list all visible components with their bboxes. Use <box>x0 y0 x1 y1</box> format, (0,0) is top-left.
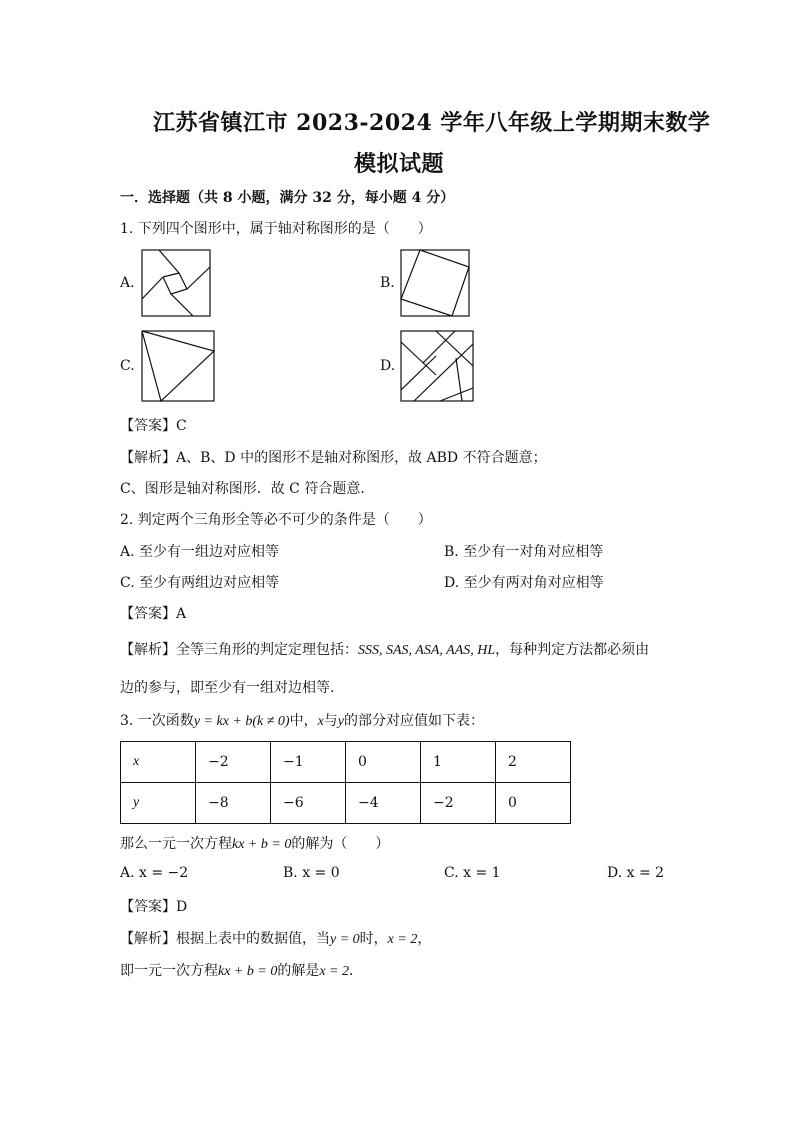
table-row <box>121 742 571 783</box>
q1-answer: 【答案】C <box>120 418 187 434</box>
q3-question <box>120 833 389 853</box>
q2-option-c: C. 至少有两组边对应相等 <box>120 575 280 591</box>
q3-analysis2-solution: x = 2 <box>319 964 349 979</box>
q2-option-b: B. 至少有一对角对应相等 <box>444 544 604 560</box>
q3-analysis-y0: y = 0 <box>330 932 360 947</box>
q2-option-a: A. 至少有一组边对应相等 <box>120 544 280 560</box>
q1-option-a-label: A. <box>120 275 135 291</box>
q3-question-prefix: 那么一元一次方程 <box>120 836 232 852</box>
q1-analysis-line2: C、图形是轴对称图形．故 C 符合题意． <box>120 481 375 497</box>
q3-stem-and: 与 <box>323 713 338 729</box>
q3-analysis-line2 <box>120 960 363 980</box>
q3-stem-mid: 中， <box>289 713 318 729</box>
table-cell: 2 <box>496 742 571 783</box>
q1-option-b-label: B. <box>380 275 395 291</box>
table-cell: 1 <box>421 742 496 783</box>
q1-figure-b <box>400 249 472 319</box>
table-cell: −4 <box>346 783 421 824</box>
q3-analysis-prefix: 【解析】根据上表中的数据值，当 <box>120 931 330 947</box>
table-row <box>121 783 571 824</box>
table-cell: 0 <box>496 783 571 824</box>
table-cell: −2 <box>196 742 271 783</box>
q2-answer: 【答案】A <box>120 606 187 622</box>
q2-analysis-line1 <box>120 639 649 659</box>
q3-option-d: D. x = 2 <box>607 865 665 881</box>
q2-stem: 2. 判定两个三角形全等必不可少的条件是（ ） <box>120 512 432 528</box>
q3-value-table <box>120 741 571 824</box>
q3-stem <box>120 710 484 730</box>
q3-question-equation: kx + b = 0 <box>232 837 292 852</box>
q3-option-b: B. x = 0 <box>283 865 340 881</box>
q3-stem-y: y <box>337 714 345 729</box>
table-cell: −6 <box>271 783 346 824</box>
q1-option-d-label: D. <box>380 358 396 374</box>
q3-analysis2-end: ． <box>349 963 363 979</box>
table-cell: −2 <box>421 783 496 824</box>
q3-stem-suffix: 的部分对应值如下表： <box>344 713 485 729</box>
q2-option-d: D. 至少有两对角对应相等 <box>444 575 604 591</box>
q2-analysis-line2: 边的参与，即至少有一组对边相等． <box>120 680 344 696</box>
q3-analysis-x2: x = 2 <box>387 932 418 947</box>
q3-analysis2-equation: kx + b = 0 <box>218 964 278 979</box>
page-title-line1: 江苏省镇江市 2023-2024 学年八年级上学期期末数学 <box>153 110 711 136</box>
q1-figure-d <box>400 330 475 403</box>
q3-stem-function: y = kx + b(k ≠ 0) <box>193 714 290 729</box>
q1-option-c-label: C. <box>120 358 135 374</box>
section-heading: 一．选择题（共 8 小题，满分 32 分，每小题 4 分） <box>120 190 455 206</box>
q3-analysis2-prefix: 即一元一次方程 <box>120 963 218 979</box>
q3-question-suffix: 的解为（ ） <box>291 836 390 852</box>
q3-option-a: A. x = −2 <box>120 865 189 881</box>
q3-stem-prefix: 3. 一次函数 <box>120 713 194 729</box>
q2-analysis-math: SSS, SAS, ASA, AAS, HL <box>358 643 496 658</box>
table-cell: −8 <box>196 783 271 824</box>
q2-analysis-prefix: 【解析】全等三角形的判定定理包括： <box>120 642 358 658</box>
q3-stem-x: x <box>317 714 324 729</box>
q2-analysis-suffix: ，每种判定方法都必须由 <box>495 642 650 658</box>
q3-analysis-line1 <box>120 928 431 948</box>
page-title-line2: 模拟试题 <box>354 151 445 177</box>
q3-option-c: C. x = 1 <box>444 865 501 881</box>
q3-analysis-mid: 时， <box>359 931 388 947</box>
q1-stem: 1. 下列四个图形中，属于轴对称图形的是（ ） <box>120 221 432 237</box>
q3-answer: 【答案】D <box>120 899 188 915</box>
q3-analysis-end: ， <box>417 931 432 947</box>
q3-analysis2-mid: 的解是 <box>277 963 320 979</box>
q1-analysis-line1: 【解析】A、B、D 中的图形不是轴对称图形，故 ABD 不符合题意； <box>120 450 547 466</box>
table-cell: 0 <box>346 742 421 783</box>
table-cell: −1 <box>271 742 346 783</box>
table-cell-y-header: y <box>121 783 196 824</box>
q1-figure-c <box>141 330 216 403</box>
table-cell-x-header: x <box>121 742 196 783</box>
q1-figure-a <box>141 249 213 319</box>
